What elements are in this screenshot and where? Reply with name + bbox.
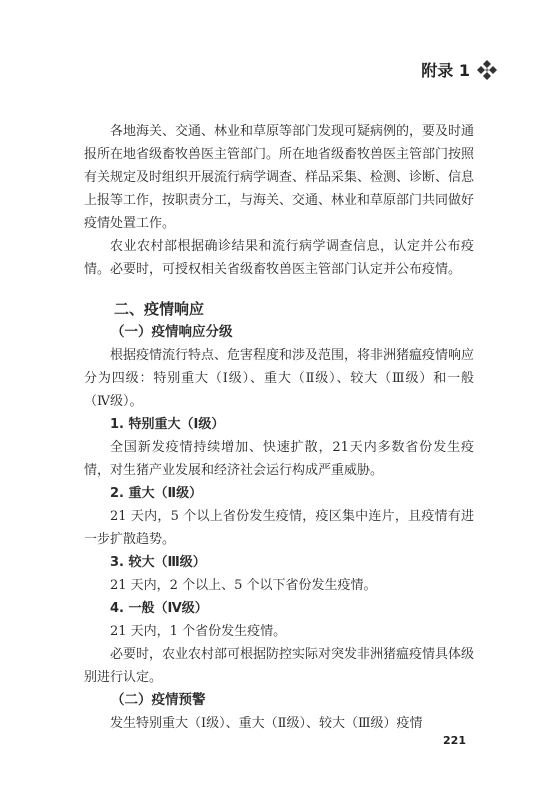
paragraph: 各地海关、交通、林业和草原等部门发现可疑病例的，要及时通报所在地省级畜牧兽医主管部门。所在地省级畜牧兽医主管部门按照有关规定及时组织开展流行病学调查、样品采集、检测、诊断、信息上报等工作，按职责分工，与海关、交通、林业和草原部门共同做好疫情处置工作。 [84,124,475,231]
diamond-cluster-icon [476,59,498,81]
page-body [84,120,474,735]
paragraph: 必要时，农业农村部可根据防控实际对突发非洲猪瘟疫情具体级别进行认定。 [84,647,475,685]
page-number: 221 [443,734,466,747]
paragraph: 发生特别重大（Ⅰ级）、重大（Ⅱ级）、较大（Ⅲ级）疫情 [110,716,423,731]
paragraph: 21 天内，1 个省份发生疫情。 [110,624,287,639]
level-heading: 3. 较大（Ⅲ级） [110,555,206,570]
paragraph: 根据疫情流行特点、危害程度和涉及范围，将非洲猪瘟疫情响应分为四级：特别重大（Ⅰ级）、重大（Ⅱ级）、较大（Ⅲ级）和一般（Ⅳ级）。 [84,348,475,409]
paragraph: 21 天内，5 个以上省份发生疫情，疫区集中连片，且疫情有进一步扩散趋势。 [84,509,474,547]
page-header [421,58,498,81]
level-heading: 4. 一般（Ⅳ级） [110,601,208,616]
paragraph: 全国新发疫情持续增加、快速扩散，21天内多数省份发生疫情，对生猪产业发展和经济社会运行构成严重威胁。 [84,440,474,478]
paragraph: 21 天内，2 个以上、5 个以下省份发生疫情。 [110,578,377,593]
section-heading: 二、疫情响应 [114,300,205,318]
level-heading: 1. 特别重大（Ⅰ级） [110,417,225,432]
subsection-heading: （一）疫情响应分级 [111,324,233,340]
appendix-label: 附录 1 [421,61,470,80]
level-heading: 2. 重大（Ⅱ级） [110,486,203,501]
paragraph: 农业农村部根据确诊结果和流行病学调查信息，认定并公布疫情。必要时，可授权相关省级畜牧兽医主管部门认定并公布疫情。 [84,239,474,277]
subsection-heading: （二）疫情预警 [111,692,206,708]
